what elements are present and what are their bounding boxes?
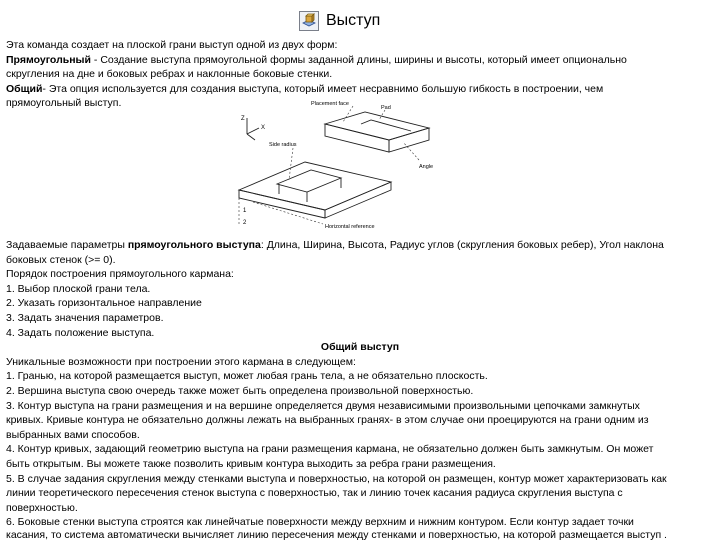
title-bar	[0, 10, 720, 34]
pad-front-face	[325, 124, 389, 152]
general-description: - Эта опция используется для создания выступа, который имеет несравнимо большую гибкость в построении, чем	[42, 82, 604, 95]
section-line: выбранных вами способов.	[6, 428, 140, 441]
pad-side-face	[389, 128, 429, 152]
intro-line: Эта команда создает на плоской грани выступ одной из двух форм:	[6, 39, 338, 51]
params-line	[6, 238, 714, 253]
axis-z-label: Z	[241, 116, 245, 122]
order-title: Порядок построения прямоугольного кармана:	[6, 268, 234, 281]
section-line: быть открытым. Вы можете также позволить кривым контура выходить за ребра грани размещения.	[6, 458, 496, 470]
step-item: 4. Задать положение выступа.	[6, 326, 155, 339]
step-item: 1. Выбор плоской грани тела.	[6, 282, 151, 295]
intro-rect-line-2: скругления на дне и боковых ребрах и наклонные боковые стенки.	[6, 68, 333, 81]
section-line: Уникальные возможности при построении этого кармана в следующем:	[6, 355, 356, 368]
params-prefix: Задаваемые параметры	[6, 239, 128, 251]
params-line-2: боковых стенок (>= 0).	[6, 253, 116, 266]
intro-rect-line	[6, 53, 714, 68]
base-front-face	[239, 190, 325, 218]
section-line: 5. В случае задания скругления между стенками выступа и поверхностью, на которой он размещен, контур может характеризовать как	[6, 472, 667, 485]
general-label: Общий	[6, 82, 43, 95]
intro-general-line-2: прямоугольный выступ.	[6, 97, 122, 110]
section-line: 6. Боковые стенки выступа строятся как линейчатые поверхности между верхним и нижним контуром. Если контур задает точки	[6, 516, 634, 529]
pad-label: Pad	[381, 105, 391, 111]
rectangular-pad-diagram	[233, 98, 489, 232]
step-item: 2. Указать горизонтальное направление	[6, 297, 202, 310]
section-line: 3. Контур выступа на грани размещения и на вершине определяется двумя независимыми произвольными цепочками замкнутых	[6, 399, 640, 412]
angle-label: Angle	[419, 164, 434, 170]
section-line: кривых. Кривые контура не обязательно должны лежать на выбранных гранях- в этом случае они проецируются на грани одним из	[6, 414, 649, 427]
pad-top-face	[325, 112, 429, 140]
horizontal-reference-label: Horizontal reference	[325, 224, 375, 230]
axis-x-label: X	[261, 125, 266, 131]
params-bold: прямоугольного выступа	[127, 239, 261, 251]
dim-2-label: 2	[243, 220, 247, 226]
extrude-boss-icon	[299, 11, 319, 31]
side-radius-label: Side radius	[269, 142, 297, 148]
page-title: Выступ	[326, 12, 381, 29]
section-line: поверхностью.	[6, 501, 78, 514]
section-line: 1. Гранью, на которой размещается выступ, может любая грань тела, а не обязательно плоскость.	[6, 370, 488, 383]
step-item: 3. Задать значения параметров.	[6, 312, 164, 324]
intro-general-line	[6, 82, 714, 97]
section-line: 4. Контур кривых, задающий геометрию выступа на грани размещения кармана, не обязательно должен быть замкнутым. Он может	[6, 443, 654, 456]
placement-face-label: Placement face	[311, 101, 349, 107]
rect-label: Прямоугольный	[6, 53, 91, 66]
section-line: касания, то система автоматически вычисляет линию пересечения между стенками и поверхностью, на которой размещается выступ .	[6, 529, 667, 541]
base-side-face	[325, 182, 391, 218]
base-top-face	[239, 162, 391, 210]
dim-1-label: 1	[243, 208, 247, 214]
section-line: линии теоретического пересечения стенок выступа с поверхностью, так и линию точек касания радиуса скругления выступа с	[6, 487, 623, 500]
params-suffix: : Длина, Ширина, Высота, Радиус углов (скругления боковых ребер), Угол наклона	[260, 239, 664, 251]
pad-outline	[277, 170, 341, 192]
section-line: 2. Вершина выступа свою очередь также может быть определена произвольной поверхностью.	[6, 385, 474, 397]
section-heading: Общий выступ	[320, 341, 400, 354]
rect-description: - Создание выступа прямоугольной формы заданной длины, ширины и высоты, который имеет опционально	[90, 53, 627, 66]
